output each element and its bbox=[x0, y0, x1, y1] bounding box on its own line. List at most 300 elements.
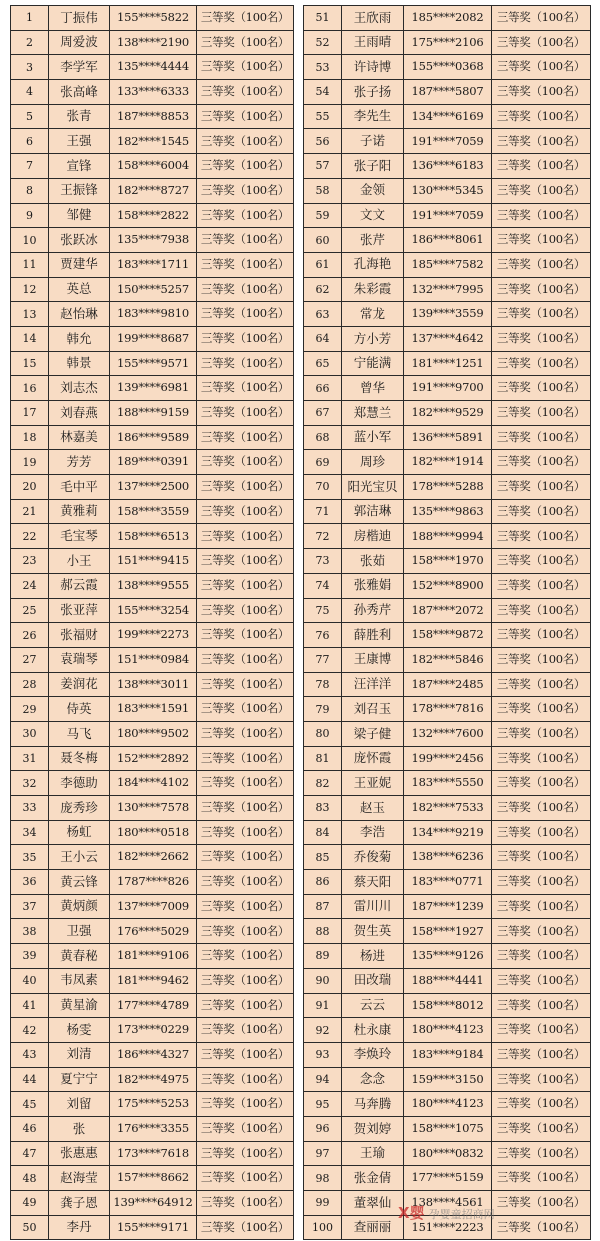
winner-name: 刘留 bbox=[49, 1092, 110, 1117]
phone-number: 183****1711 bbox=[110, 252, 197, 277]
prize-label: 三等奖（100名） bbox=[197, 672, 294, 697]
table-row bbox=[11, 1141, 294, 1166]
winner-name: 刘召玉 bbox=[342, 697, 404, 722]
winner-name: 蔡天阳 bbox=[342, 870, 404, 895]
phone-number: 158****1970 bbox=[404, 549, 492, 574]
prize-label: 三等奖（100名） bbox=[492, 203, 591, 228]
phone-number: 181****9106 bbox=[110, 944, 197, 969]
table-row bbox=[11, 228, 294, 253]
winner-name: 刘清 bbox=[49, 1042, 110, 1067]
row-number: 41 bbox=[11, 993, 49, 1018]
row-number: 50 bbox=[11, 1215, 49, 1240]
row-number: 94 bbox=[304, 1067, 342, 1092]
phone-number: 180****9502 bbox=[110, 721, 197, 746]
phone-number: 175****2106 bbox=[404, 30, 492, 55]
phone-number: 138****2190 bbox=[110, 30, 197, 55]
phone-number: 135****4444 bbox=[110, 55, 197, 80]
winner-name: 蓝小军 bbox=[342, 425, 404, 450]
winner-name: 孔海艳 bbox=[342, 252, 404, 277]
table-row bbox=[304, 129, 591, 154]
row-number: 18 bbox=[11, 425, 49, 450]
table-row bbox=[11, 598, 294, 623]
winner-name: 张子阳 bbox=[342, 154, 404, 179]
prize-label: 三等奖（100名） bbox=[492, 672, 591, 697]
winner-name: 王瑜 bbox=[342, 1141, 404, 1166]
prize-label: 三等奖（100名） bbox=[197, 376, 294, 401]
winner-name: 张茹 bbox=[342, 549, 404, 574]
prize-label: 三等奖（100名） bbox=[492, 746, 591, 771]
row-number: 33 bbox=[11, 796, 49, 821]
prize-label: 三等奖（100名） bbox=[197, 1067, 294, 1092]
prize-label: 三等奖（100名） bbox=[492, 573, 591, 598]
row-number: 16 bbox=[11, 376, 49, 401]
phone-number: 130****5345 bbox=[404, 178, 492, 203]
winner-name: 聂冬梅 bbox=[49, 746, 110, 771]
row-number: 64 bbox=[304, 326, 342, 351]
prize-label: 三等奖（100名） bbox=[197, 450, 294, 475]
winner-name: 韩景 bbox=[49, 351, 110, 376]
phone-number: 158****2822 bbox=[110, 203, 197, 228]
table-row bbox=[11, 401, 294, 426]
table-row bbox=[304, 277, 591, 302]
prize-label: 三等奖（100名） bbox=[197, 203, 294, 228]
prize-label: 三等奖（100名） bbox=[197, 598, 294, 623]
winner-name: 朱彩霞 bbox=[342, 277, 404, 302]
phone-number: 175****5253 bbox=[110, 1092, 197, 1117]
winner-name: 子诺 bbox=[342, 129, 404, 154]
phone-number: 132****7995 bbox=[404, 277, 492, 302]
prize-label: 三等奖（100名） bbox=[492, 968, 591, 993]
prize-label: 三等奖（100名） bbox=[197, 845, 294, 870]
phone-number: 152****2892 bbox=[110, 746, 197, 771]
phone-number: 182****2662 bbox=[110, 845, 197, 870]
phone-number: 177****4789 bbox=[110, 993, 197, 1018]
winner-name: 芳芳 bbox=[49, 450, 110, 475]
prize-label: 三等奖（100名） bbox=[197, 1191, 294, 1216]
winner-name: 李先生 bbox=[342, 104, 404, 129]
phone-number: 186****8061 bbox=[404, 228, 492, 253]
row-number: 71 bbox=[304, 499, 342, 524]
prize-label: 三等奖（100名） bbox=[492, 104, 591, 129]
winner-name: 贺生英 bbox=[342, 919, 404, 944]
row-number: 23 bbox=[11, 549, 49, 574]
row-number: 83 bbox=[304, 796, 342, 821]
winner-name: 刘志杰 bbox=[49, 376, 110, 401]
winner-name: 周珍 bbox=[342, 450, 404, 475]
prize-label: 三等奖（100名） bbox=[197, 870, 294, 895]
table-row bbox=[11, 1191, 294, 1216]
winner-name: 黄星渝 bbox=[49, 993, 110, 1018]
prize-label: 三等奖（100名） bbox=[197, 919, 294, 944]
prize-label: 三等奖（100名） bbox=[197, 697, 294, 722]
row-number: 3 bbox=[11, 55, 49, 80]
prize-label: 三等奖（100名） bbox=[197, 1215, 294, 1240]
table-row bbox=[11, 154, 294, 179]
row-number: 55 bbox=[304, 104, 342, 129]
phone-number: 178****5288 bbox=[404, 475, 492, 500]
phone-number: 158****6513 bbox=[110, 524, 197, 549]
winner-name: 念念 bbox=[342, 1067, 404, 1092]
row-number: 82 bbox=[304, 771, 342, 796]
phone-number: 135****9126 bbox=[404, 944, 492, 969]
table-row bbox=[304, 1191, 591, 1216]
table-row bbox=[11, 203, 294, 228]
prize-label: 三等奖（100名） bbox=[197, 80, 294, 105]
table-row bbox=[11, 746, 294, 771]
table-row bbox=[11, 178, 294, 203]
winner-name: 许诗博 bbox=[342, 55, 404, 80]
winner-name: 曾华 bbox=[342, 376, 404, 401]
phone-number: 199****8687 bbox=[110, 326, 197, 351]
winner-name: 李焕玲 bbox=[342, 1042, 404, 1067]
phone-number: 137****2500 bbox=[110, 475, 197, 500]
prize-label: 三等奖（100名） bbox=[492, 771, 591, 796]
winner-name: 张惠惠 bbox=[49, 1141, 110, 1166]
row-number: 100 bbox=[304, 1215, 342, 1240]
phone-number: 158****9872 bbox=[404, 623, 492, 648]
phone-number: 187****1239 bbox=[404, 894, 492, 919]
row-number: 40 bbox=[11, 968, 49, 993]
table-row bbox=[11, 277, 294, 302]
phone-number: 137****4642 bbox=[404, 326, 492, 351]
winner-name: 梁子健 bbox=[342, 721, 404, 746]
row-number: 60 bbox=[304, 228, 342, 253]
table-row bbox=[11, 1042, 294, 1067]
table-row bbox=[304, 1141, 591, 1166]
row-number: 56 bbox=[304, 129, 342, 154]
table-row bbox=[304, 55, 591, 80]
row-number: 8 bbox=[11, 178, 49, 203]
row-number: 6 bbox=[11, 129, 49, 154]
prize-label: 三等奖（100名） bbox=[197, 1042, 294, 1067]
table-row bbox=[11, 771, 294, 796]
phone-number: 155****3254 bbox=[110, 598, 197, 623]
row-number: 93 bbox=[304, 1042, 342, 1067]
prize-label: 三等奖（100名） bbox=[492, 894, 591, 919]
prize-label: 三等奖（100名） bbox=[492, 944, 591, 969]
prize-label: 三等奖（100名） bbox=[197, 796, 294, 821]
prize-label: 三等奖（100名） bbox=[197, 1092, 294, 1117]
phone-number: 189****0391 bbox=[110, 450, 197, 475]
winners-table-right bbox=[303, 5, 591, 1240]
row-number: 58 bbox=[304, 178, 342, 203]
table-row bbox=[304, 820, 591, 845]
table-row bbox=[304, 598, 591, 623]
winner-name: 房楷迪 bbox=[342, 524, 404, 549]
prize-label: 三等奖（100名） bbox=[197, 6, 294, 31]
phone-number: 182****8727 bbox=[110, 178, 197, 203]
winner-name: 郝云霞 bbox=[49, 573, 110, 598]
winner-name: 王强 bbox=[49, 129, 110, 154]
table-row bbox=[11, 845, 294, 870]
table-row bbox=[304, 178, 591, 203]
phone-number: 138****4561 bbox=[404, 1191, 492, 1216]
prize-label: 三等奖（100名） bbox=[197, 894, 294, 919]
prize-label: 三等奖（100名） bbox=[197, 623, 294, 648]
row-number: 44 bbox=[11, 1067, 49, 1092]
table-row bbox=[11, 499, 294, 524]
table-row bbox=[304, 944, 591, 969]
winner-name: 龚子恩 bbox=[49, 1191, 110, 1216]
table-row bbox=[304, 1166, 591, 1191]
phone-number: 134****6169 bbox=[404, 104, 492, 129]
prize-label: 三等奖（100名） bbox=[492, 450, 591, 475]
phone-number: 199****2273 bbox=[110, 623, 197, 648]
row-number: 15 bbox=[11, 351, 49, 376]
winner-name: 庞秀珍 bbox=[49, 796, 110, 821]
row-number: 26 bbox=[11, 623, 49, 648]
row-number: 5 bbox=[11, 104, 49, 129]
phone-number: 184****4102 bbox=[110, 771, 197, 796]
table-row bbox=[11, 894, 294, 919]
table-row bbox=[304, 1215, 591, 1240]
phone-number: 182****1914 bbox=[404, 450, 492, 475]
winner-name: 卫强 bbox=[49, 919, 110, 944]
table-row bbox=[11, 326, 294, 351]
table-row bbox=[11, 80, 294, 105]
winner-name: 李学军 bbox=[49, 55, 110, 80]
winner-name: 查丽丽 bbox=[342, 1215, 404, 1240]
row-number: 65 bbox=[304, 351, 342, 376]
row-number: 46 bbox=[11, 1116, 49, 1141]
row-number: 97 bbox=[304, 1141, 342, 1166]
table-row bbox=[304, 993, 591, 1018]
phone-number: 130****7578 bbox=[110, 796, 197, 821]
prize-label: 三等奖（100名） bbox=[492, 129, 591, 154]
prize-label: 三等奖（100名） bbox=[492, 55, 591, 80]
row-number: 25 bbox=[11, 598, 49, 623]
row-number: 81 bbox=[304, 746, 342, 771]
phone-number: 187****5807 bbox=[404, 80, 492, 105]
phone-number: 136****6183 bbox=[404, 154, 492, 179]
row-number: 99 bbox=[304, 1191, 342, 1216]
winner-name: 杨进 bbox=[342, 944, 404, 969]
prize-label: 三等奖（100名） bbox=[492, 697, 591, 722]
row-number: 96 bbox=[304, 1116, 342, 1141]
phone-number: 139****6981 bbox=[110, 376, 197, 401]
winner-name: 张跃冰 bbox=[49, 228, 110, 253]
phone-number: 176****3355 bbox=[110, 1116, 197, 1141]
winner-name: 英总 bbox=[49, 277, 110, 302]
winner-name: 方小芳 bbox=[342, 326, 404, 351]
phone-number: 173****0229 bbox=[110, 1018, 197, 1043]
table-row bbox=[304, 919, 591, 944]
prize-label: 三等奖（100名） bbox=[492, 870, 591, 895]
row-number: 77 bbox=[304, 647, 342, 672]
table-row bbox=[304, 30, 591, 55]
row-number: 87 bbox=[304, 894, 342, 919]
winner-name: 姜润花 bbox=[49, 672, 110, 697]
row-number: 91 bbox=[304, 993, 342, 1018]
winner-name: 文文 bbox=[342, 203, 404, 228]
phone-number: 178****7816 bbox=[404, 697, 492, 722]
table-row bbox=[11, 623, 294, 648]
table-row bbox=[304, 351, 591, 376]
phone-number: 134****9219 bbox=[404, 820, 492, 845]
phone-number: 183****5550 bbox=[404, 771, 492, 796]
phone-number: 191****7059 bbox=[404, 129, 492, 154]
prize-label: 三等奖（100名） bbox=[197, 1018, 294, 1043]
phone-number: 155****9571 bbox=[110, 351, 197, 376]
row-number: 80 bbox=[304, 721, 342, 746]
prize-label: 三等奖（100名） bbox=[197, 549, 294, 574]
row-number: 48 bbox=[11, 1166, 49, 1191]
winner-name: 贺刘婷 bbox=[342, 1116, 404, 1141]
winner-name: 张 bbox=[49, 1116, 110, 1141]
winner-name: 孙秀芹 bbox=[342, 598, 404, 623]
row-number: 88 bbox=[304, 919, 342, 944]
table-row bbox=[304, 845, 591, 870]
prize-label: 三等奖（100名） bbox=[492, 524, 591, 549]
row-number: 45 bbox=[11, 1092, 49, 1117]
winner-name: 韦凤素 bbox=[49, 968, 110, 993]
prize-label: 三等奖（100名） bbox=[197, 647, 294, 672]
prize-label: 三等奖（100名） bbox=[492, 1042, 591, 1067]
phone-number: 173****7618 bbox=[110, 1141, 197, 1166]
winner-name: 郭洁琳 bbox=[342, 499, 404, 524]
phone-number: 136****5891 bbox=[404, 425, 492, 450]
table-row bbox=[11, 697, 294, 722]
table-row bbox=[11, 450, 294, 475]
prize-label: 三等奖（100名） bbox=[492, 30, 591, 55]
winner-name: 郑慧兰 bbox=[342, 401, 404, 426]
table-row bbox=[304, 672, 591, 697]
table-row bbox=[304, 1067, 591, 1092]
table-row bbox=[11, 104, 294, 129]
row-number: 92 bbox=[304, 1018, 342, 1043]
phone-number: 182****9529 bbox=[404, 401, 492, 426]
winner-name: 杨虹 bbox=[49, 820, 110, 845]
prize-label: 三等奖（100名） bbox=[197, 573, 294, 598]
prize-label: 三等奖（100名） bbox=[197, 425, 294, 450]
winners-table-left bbox=[10, 5, 294, 1240]
winner-name: 王小云 bbox=[49, 845, 110, 870]
winner-name: 张亚萍 bbox=[49, 598, 110, 623]
table-row bbox=[304, 154, 591, 179]
phone-number: 191****7059 bbox=[404, 203, 492, 228]
prize-label: 三等奖（100名） bbox=[492, 647, 591, 672]
phone-number: 199****2456 bbox=[404, 746, 492, 771]
winner-name: 贾建华 bbox=[49, 252, 110, 277]
winner-name: 李德助 bbox=[49, 771, 110, 796]
prize-label: 三等奖（100名） bbox=[492, 475, 591, 500]
prize-label: 三等奖（100名） bbox=[197, 475, 294, 500]
row-number: 28 bbox=[11, 672, 49, 697]
table-row bbox=[304, 771, 591, 796]
phone-number: 135****7938 bbox=[110, 228, 197, 253]
row-number: 29 bbox=[11, 697, 49, 722]
table-row bbox=[304, 647, 591, 672]
row-number: 73 bbox=[304, 549, 342, 574]
table-row bbox=[11, 944, 294, 969]
row-number: 39 bbox=[11, 944, 49, 969]
table-row bbox=[11, 376, 294, 401]
prize-label: 三等奖（100名） bbox=[492, 1092, 591, 1117]
prize-label: 三等奖（100名） bbox=[492, 796, 591, 821]
phone-number: 155****9171 bbox=[110, 1215, 197, 1240]
prize-label: 三等奖（100名） bbox=[197, 129, 294, 154]
table-row bbox=[11, 55, 294, 80]
winner-name: 小王 bbox=[49, 549, 110, 574]
phone-number: 138****3011 bbox=[110, 672, 197, 697]
prize-label: 三等奖（100名） bbox=[197, 228, 294, 253]
prize-label: 三等奖（100名） bbox=[492, 623, 591, 648]
winner-name: 王振锋 bbox=[49, 178, 110, 203]
row-number: 74 bbox=[304, 573, 342, 598]
table-row bbox=[304, 203, 591, 228]
winner-name: 王欣雨 bbox=[342, 6, 404, 31]
prize-label: 三等奖（100名） bbox=[197, 968, 294, 993]
table-row bbox=[11, 30, 294, 55]
winner-name: 董翠仙 bbox=[342, 1191, 404, 1216]
row-number: 66 bbox=[304, 376, 342, 401]
table-row bbox=[304, 870, 591, 895]
table-row bbox=[11, 425, 294, 450]
prize-label: 三等奖（100名） bbox=[197, 351, 294, 376]
phone-number: 158****3559 bbox=[110, 499, 197, 524]
phone-number: 139****3559 bbox=[404, 302, 492, 327]
row-number: 86 bbox=[304, 870, 342, 895]
phone-number: 158****1927 bbox=[404, 919, 492, 944]
winner-name: 张子扬 bbox=[342, 80, 404, 105]
phone-number: 186****9589 bbox=[110, 425, 197, 450]
prize-label: 三等奖（100名） bbox=[492, 499, 591, 524]
row-number: 84 bbox=[304, 820, 342, 845]
row-number: 10 bbox=[11, 228, 49, 253]
row-number: 30 bbox=[11, 721, 49, 746]
table-row bbox=[11, 870, 294, 895]
winner-name: 刘春燕 bbox=[49, 401, 110, 426]
row-number: 49 bbox=[11, 1191, 49, 1216]
winner-name: 杜永康 bbox=[342, 1018, 404, 1043]
table-row bbox=[304, 425, 591, 450]
prize-label: 三等奖（100名） bbox=[492, 549, 591, 574]
table-row bbox=[304, 450, 591, 475]
winner-name: 王雨晴 bbox=[342, 30, 404, 55]
row-number: 14 bbox=[11, 326, 49, 351]
watermark-logo: X婴 bbox=[398, 1204, 425, 1222]
prize-label: 三等奖（100名） bbox=[197, 771, 294, 796]
prize-label: 三等奖（100名） bbox=[492, 252, 591, 277]
prize-label: 三等奖（100名） bbox=[197, 944, 294, 969]
table-row bbox=[304, 475, 591, 500]
phone-number: 180****4123 bbox=[404, 1018, 492, 1043]
phone-number: 133****6333 bbox=[110, 80, 197, 105]
winner-name: 王亚妮 bbox=[342, 771, 404, 796]
table-row bbox=[11, 573, 294, 598]
prize-label: 三等奖（100名） bbox=[492, 1141, 591, 1166]
prize-label: 三等奖（100名） bbox=[492, 1067, 591, 1092]
winner-name: 雷川川 bbox=[342, 894, 404, 919]
table-row bbox=[11, 549, 294, 574]
phone-number: 183****9184 bbox=[404, 1042, 492, 1067]
row-number: 32 bbox=[11, 771, 49, 796]
phone-number: 188****9994 bbox=[404, 524, 492, 549]
winner-name: 汪洋洋 bbox=[342, 672, 404, 697]
winner-name: 庞怀霞 bbox=[342, 746, 404, 771]
phone-number: 157****8662 bbox=[110, 1166, 197, 1191]
prize-label: 三等奖（100名） bbox=[197, 326, 294, 351]
prize-label: 三等奖（100名） bbox=[492, 401, 591, 426]
prize-label: 三等奖（100名） bbox=[197, 55, 294, 80]
prize-label: 三等奖（100名） bbox=[492, 993, 591, 1018]
winner-name: 黄雅莉 bbox=[49, 499, 110, 524]
row-number: 27 bbox=[11, 647, 49, 672]
table-row bbox=[304, 228, 591, 253]
row-number: 61 bbox=[304, 252, 342, 277]
table-row bbox=[11, 647, 294, 672]
row-number: 59 bbox=[304, 203, 342, 228]
